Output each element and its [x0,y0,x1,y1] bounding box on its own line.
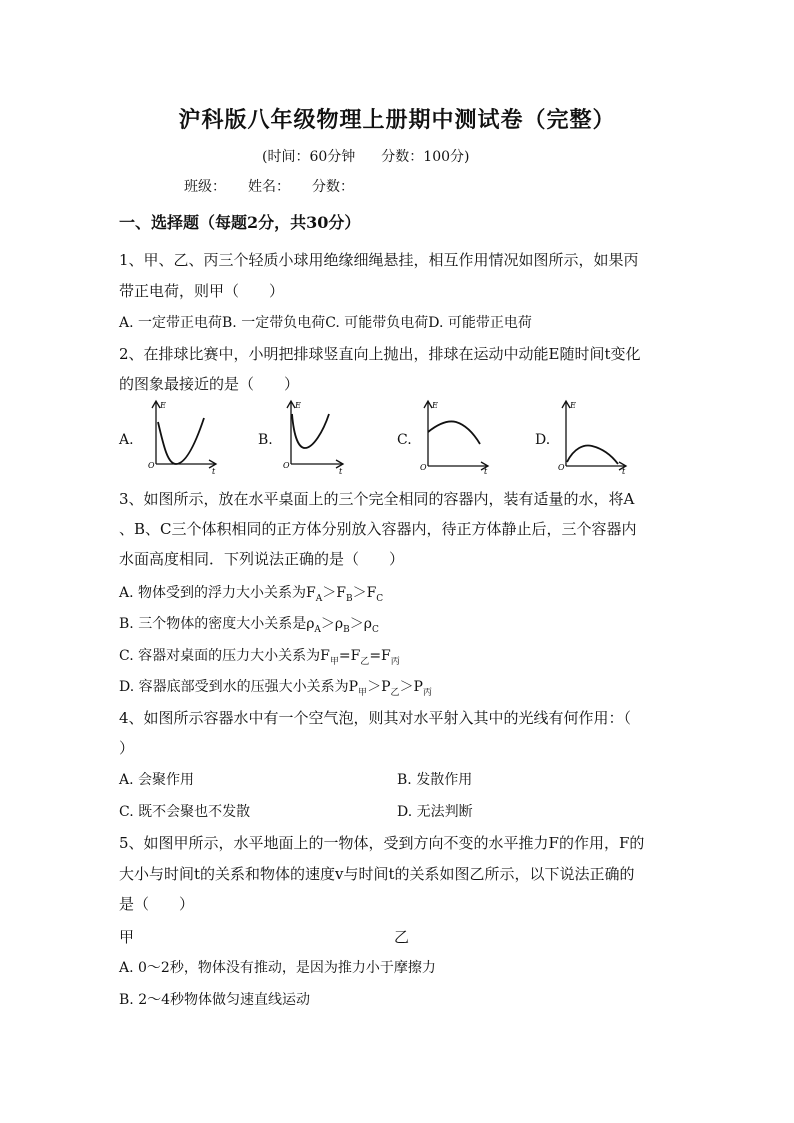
exam-info [262,146,469,166]
q5-line3: 是（ ） [119,895,195,913]
student-fields [184,176,376,196]
origin-label: O [283,461,290,470]
q5-figure-jia: 甲 [119,928,135,946]
q3-option-c: C. 容器对桌面的压力大小关系为$F_甲=F_乙=F_丙$ [119,648,400,667]
q1-options: A. 一定带正电荷B. 一定带负电荷C. 可能带负电荷D. 可能带正电荷 [119,315,532,331]
q1-line2: 带正电荷，则甲（ ） [119,282,285,300]
score-field: 分数： [312,179,354,195]
q2-line1: 2、在排球比赛中，小明把排球竖直向上抛出，排球在运动中动能E随时间t变化 [119,345,641,363]
q2-line2: 的图象最接近的是（ ） [119,375,300,393]
q4-option-c: C. 既不会聚也不发散 [119,804,251,820]
q4-option-a: A. 会聚作用 [119,772,195,788]
q3-option-a: A. 物体受到的浮力大小关系为$F_A>F_B>F_C$ [119,585,384,604]
q3-line3: 水面高度相同．下列说法正确的是（ ） [119,550,405,568]
q4-line2: ） [119,739,135,757]
axis-t-label: t [212,467,216,476]
q5-option-b: B. 2～4秒物体做匀速直线运动 [119,992,311,1008]
q3-option-b: B. 三个物体的密度大小关系是$\rho_A>\rho_B>\rho_C$ [119,616,379,635]
q3-option-d: D. 容器底部受到水的压强大小关系为$P_甲>P_乙>P_丙$ [119,679,432,698]
q5-figure-yi: 乙 [394,928,410,946]
axis-e-label: E [295,401,301,410]
axis-t-label: t [339,467,343,476]
graph-b [283,398,358,474]
q3-line2: 、B、C三个体积相同的正方体分别放入容器内，待正方体静止后，三个容器内 [119,520,637,538]
axis-e-label: E [160,401,166,410]
axis-t-label: t [484,467,488,476]
graph-label-a: A. [119,432,134,448]
q4-line1: 4、如图所示容器水中有一个空气泡，则其对水平射入其中的光线有何作用：（ [119,709,632,727]
q3-line1: 3、如图所示，放在水平桌面上的三个完全相同的容器内，装有适量的水，将A [119,490,635,508]
q5-line2: 大小与时间t的关系和物体的速度v与时间t的关系如图乙所示，以下说法正确的 [119,865,635,883]
exam-score: 分数：100分) [381,149,470,165]
q4-option-d: D. 无法判断 [397,804,473,820]
class-field: 班级： [184,179,226,195]
axis-e-label: E [432,401,438,410]
axis-t-label: t [622,467,626,476]
graph-c [420,398,495,474]
q5-line1: 5、如图甲所示，水平地面上的一物体，受到方向不变的水平推力F的作用，F的 [119,834,645,852]
graph-d [558,398,633,474]
graph-label-b: B. [258,432,273,448]
exam-time: (时间：60分钟 [262,149,356,165]
q4-option-b: B. 发散作用 [397,772,473,788]
q1-line1: 1、甲、乙、丙三个轻质小球用绝缘细绳悬挂，相互作用情况如图所示，如果丙 [119,251,639,269]
section-heading: 一、选择题（每题2分，共30分） [119,213,361,232]
name-field: 姓名： [248,179,290,195]
graph-label-c: C. [397,432,412,448]
axis-e-label: E [570,401,576,410]
page-title: 沪科版八年级物理上册期中测试卷（完整） [178,107,616,133]
origin-label: O [420,463,427,472]
origin-label: O [558,463,565,472]
q5-option-a: A. 0～2秒，物体没有推动，是因为推力小于摩擦力 [119,960,436,976]
origin-label: O [148,461,155,470]
graph-a [146,398,221,474]
graph-label-d: D. [535,432,551,448]
